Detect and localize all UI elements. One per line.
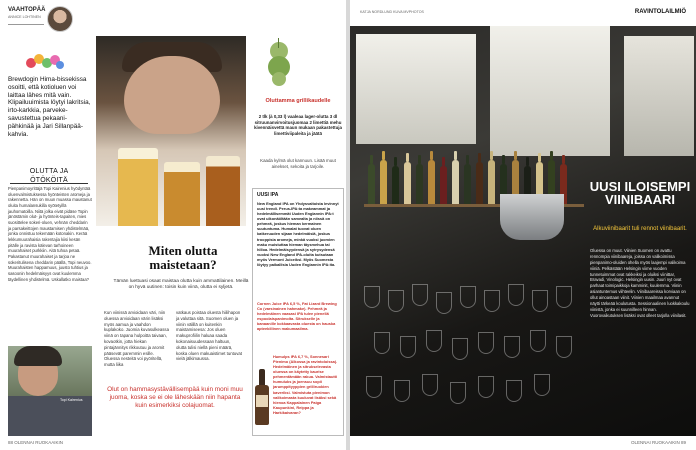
box-beer-1: Cornen Juice IPA 6,5 %, Fat Lizard Brewing Co (varsinainen hahmake). Pehmeä ja hedelmäinen vaasasi IPA tulee pienellä espoolaispanimolta. Sitrukselle ja banaanille kokkaavasta oluesta on hauska apteekillinen makumaailma. bbox=[257, 301, 337, 332]
article-subhead: Tämän luettuasi osaat maistaa olutta kuin ammattilainen. Meillä on hyvä uutinen: toisin kuin viinä, olutta ei syljetä. bbox=[113, 279, 249, 290]
author-avatar bbox=[47, 6, 73, 32]
body-column-1: Kun viinissä arvioidaan väri, niin oluessa arvioidaan värin lisäksi myös aamua ja vaahdon kuplakoko. Juomia kuvasulkeassa viinä on tapana hulpoitta taivaan, kovaotkin, jotta hiekan pintajännitys rikkoutuu ja aromit pääsevät paremmin esille. Oluessa nesteitä voi pyöritellä, mutta liika bbox=[104, 310, 169, 368]
tip-label: Oluttamma grillikaudelle bbox=[265, 98, 331, 104]
box-title: UUSI IPA bbox=[257, 192, 279, 198]
hops-illustration bbox=[262, 38, 296, 94]
wine-bar-headline: UUSI ILOISEMPI VIINIBAARI bbox=[589, 179, 691, 208]
wine-bar-body: Oluessa on muut. Viinien Suomen on avattu rennompia viinibaareja, joissa on valikoimissa pienpanimo-oluiden ohella myös laajempi valikoima viiniä. Pelkästään Helsingin viime vuoden tunnetuimmat ovat rakkeiksi ja oluiksi viiniBar, Bravadi, Vinologic. Helsingin uusin. Juuri nyt ovat parhaat toimipaikkoja kamminit, kuulemma. Viinin asiantuntemus viihteelin. Viinibaareissa korviaan on ollut ainoastaan viinit. Viinien maailmaa avannut näytti tärkeää koulutusta. Sessionaalinen luokkakoulu viinistä, jonka ei suunnilleen hinnan. Vuorovaikutuksen lisäksi ovat olleet tarjolla viinilasit. bbox=[590, 248, 690, 318]
person-caption: Topi Kairenius bbox=[60, 398, 83, 402]
ipa-box bbox=[252, 188, 344, 436]
tip-text: 2 tlk (à 0,33 l) vaaleaa lager-olutta 3 dl sitruunanvirvoitusjuomaa 2 limettiä mehu kivennäisvettä maun mukaan pakastettuja limettiviipaleita ja jäätä bbox=[254, 114, 342, 136]
tip-note: Kaada kylmä olut kannuun. Lisää muut ainekset, sekoita ja tarjoile. bbox=[260, 158, 336, 169]
oluita-heading: OLUTTA JA ÖTÖKÖITÄ bbox=[29, 168, 69, 184]
candy-image bbox=[26, 52, 66, 72]
box-body: New England IPA on Yhdysvaltoista levinnyt uusi trendi. Perus-IPA:ta makeammat ja hedelmällisemmät Uuden Englannin IPA:t ovat ulkonäöltään samealta ja niissä on pehmeä, joskus hieman kermainen suutuntuma. Humalat tuovat oluen katkeruuden sijaan hedelmäisiä, joskus trooppisia aromeja, minkä vuoksi juomien maku muistuttaa hieman täysmehua tai hilloa. Hedelmäisyydensä ja sytrysydensä vuoksi New England IPA-oluita kutsutaan myös Vermont Juiceiksi. Myös Suomesta löytyy paikallisia Uuden Englannin IPA:ita. bbox=[257, 201, 339, 267]
article-headline: Miten olutta maistetaan? bbox=[148, 243, 218, 272]
wine-bar-photo bbox=[350, 26, 696, 436]
oluita-rule bbox=[10, 183, 88, 184]
person-photo bbox=[8, 346, 92, 436]
intro-text: Brewdogin Hima-bissekissa osoitti, että kotioluen voi laittaa lähes mitä vain. Klipailuuimista löytyi lakritsia, irto-karkkia, parveke-savustettua pekaani-pähkinää ja Jari Sillanpää-kahvia. bbox=[8, 76, 91, 138]
byline: KATJA NORDLUND KUVA MVPHOTOS bbox=[360, 10, 424, 14]
header-rule bbox=[8, 24, 44, 25]
left-page bbox=[0, 0, 346, 450]
wine-glasses bbox=[360, 276, 590, 416]
oluita-body: Pienpanimoyrittäjä Topi Kairenius hyödyntää oluenvalmistuksessa hyönteisten aromeja ja rakennetta. Hän on muun muassa maustanut oluita humalansukilla syötetyillä jauhomatoilla. Niitä jolka eivät pidäse Topin jänöstämin olut- ja hyönteis-tapaiten, mies suosittelee sokeri-oluen, vehnän cheddarin ja parsakeittojen maustamisen yhdistelmää, jonka onnistuu tekemään kotonakin. Kerää lekkumuurahaisia rakentajia kiisi kesän pitälle ja ravista kälevan tarhoineen muurahaiset purkkiin. Aitä tuhoa petaä. Pakastanut muurahaiset ja tarjoa ne sokeritulisena cheddarin päällä, Topi neuvoo. Muurahaisten happamuus, juusto tuhtius ja sasoonin hedelmäisyys ovat kuulemma täydellinen yhdistelmä. Uskallatko maistaa? bbox=[8, 186, 92, 282]
wine-bar-subhead: Alkuviinibaarit tuli rennot viinibaarit. bbox=[593, 226, 687, 232]
body-column-2: vatkaus poistaa oluesta hiilihapon ja valuttaa sitä. Suomen oluen ja viinin välillä on kuitenkin maistamiseesa: Jos oluen makuprofiilin haluaa saada kokonaisuudessaan haltuun, olutta tulisi niellä pieni määrä, koska oluen makuaistimet tuntuvat vielä jälkimaussa. bbox=[176, 310, 242, 362]
section-title-left: VAAHTOPÄÄ bbox=[8, 7, 46, 13]
wine-bucket bbox=[500, 194, 564, 240]
beer-bottle-illustration bbox=[255, 369, 269, 425]
footer-left: 88 OLENNAI RUOKAAIKIN bbox=[8, 440, 64, 446]
section-title-right: RAVINTOLAILMIÖ bbox=[634, 9, 686, 15]
author-name: ANNICE LOHTINEN bbox=[8, 15, 41, 19]
beer-tasting-photo bbox=[96, 36, 246, 226]
pull-quote: Olut on hammasystävällisempää kuin moni muu juoma, koska se ei ole läheskään niin hapanta kuin esimerkiksi colajuomat. bbox=[107, 386, 243, 409]
footer-right: OLENNAI RUOKAAIKIN 89 bbox=[630, 440, 686, 446]
box-beer-2: Humulps IPA 6,7 %, Sonnesari Pienimo (Alkossa ja ravintoloissa). Hedelmäinen ja sitrukselevasta oluessa on käytetty kaurise pehmentämään rakua. Valmistautti humuluks ja joensuu sopii jarumppityyppien grilliruokien kaveriksi. Valmistuta pienimon valikoimasta kuuluvat lisäksi sekä hienoa Kappalainen Paiga Kaupunkini, Reippa ja Harkikaivaran? bbox=[273, 354, 338, 415]
